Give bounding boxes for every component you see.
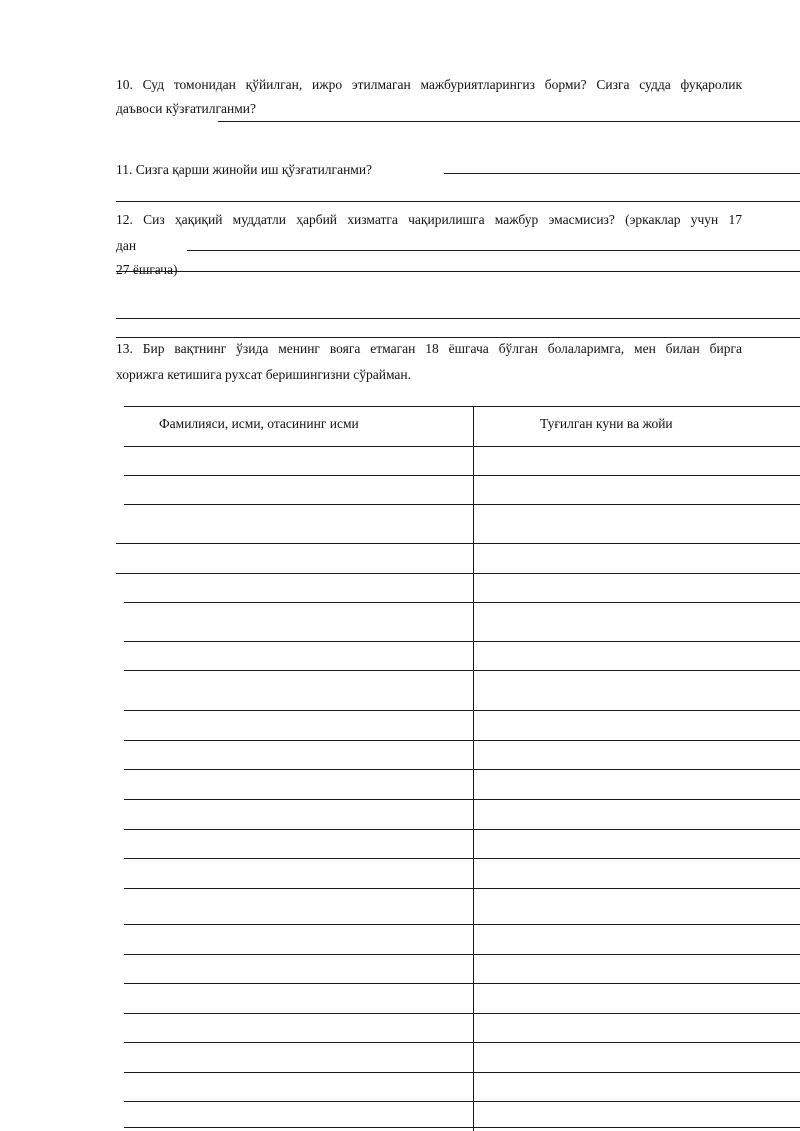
table-cell-full-name[interactable] — [124, 446, 473, 476]
table-cell-birth-date-place[interactable] — [473, 889, 800, 925]
table-cell-birth-date-place[interactable] — [473, 830, 800, 859]
table-cell-full-name[interactable] — [124, 1043, 473, 1073]
table-cell-birth-date-place[interactable] — [473, 671, 800, 711]
table-cell-full-name[interactable] — [124, 800, 473, 830]
table-cell-birth-date-place[interactable] — [473, 642, 800, 671]
table-cell-birth-date-place[interactable] — [473, 770, 800, 800]
table-top-border — [124, 406, 800, 407]
question-10-line-2: даъвоси кўзғатилганми? — [116, 101, 256, 116]
table-cell-birth-date-place[interactable] — [473, 741, 800, 770]
table-cell-birth-date-place[interactable] — [473, 1014, 800, 1043]
table-cell-birth-date-place[interactable] — [473, 505, 800, 544]
question-12-line-3: 27 ёшгача) — [116, 262, 800, 278]
table-cell-birth-date-place[interactable] — [473, 925, 800, 955]
table-cell-full-name[interactable] — [124, 574, 473, 603]
table-cell-full-name[interactable] — [124, 984, 473, 1014]
question-10-line-1: 10. Суд томонидан қўйилган, ижро этилмаган мажбуриятларингиз борми? Сизга судда фуқаролик — [116, 77, 742, 92]
question-12-line-2: дан — [116, 238, 137, 253]
table-cell-birth-date-place[interactable] — [473, 476, 800, 505]
table-cell-full-name[interactable] — [116, 544, 473, 574]
table-cell-full-name[interactable] — [124, 859, 473, 889]
table-cell-birth-date-place[interactable] — [473, 984, 800, 1014]
table-cell-full-name[interactable] — [124, 671, 473, 711]
table-cell-full-name[interactable] — [124, 603, 473, 642]
question-11-text: 11. Сизга қарши жинойи иш қўзғатилганми? — [116, 162, 373, 177]
table-cell-full-name[interactable] — [124, 955, 473, 984]
table-cell-birth-date-place[interactable] — [473, 711, 800, 741]
table-cell-full-name[interactable] — [124, 1014, 473, 1043]
table-cell-full-name[interactable] — [124, 889, 473, 925]
table-cell-full-name[interactable] — [124, 830, 473, 859]
question-12-line-1: 12. Сиз ҳақиқий муддатли ҳарбий хизматга чақирилишга мажбур эмасмисиз? (эркаклар учун 17 — [116, 212, 742, 227]
table-cell-birth-date-place[interactable] — [473, 955, 800, 984]
table-cell-birth-date-place[interactable] — [473, 1102, 800, 1128]
table-cell-birth-date-place[interactable] — [473, 1043, 800, 1073]
table-cell-full-name[interactable] — [124, 711, 473, 741]
table-cell-birth-date-place[interactable] — [473, 603, 800, 642]
table-cell-birth-date-place[interactable] — [473, 859, 800, 889]
table-cell-full-name[interactable] — [124, 476, 473, 505]
table-cell-birth-date-place[interactable] — [473, 574, 800, 603]
table-cell-birth-date-place[interactable] — [473, 1073, 800, 1102]
table-cell-full-name[interactable] — [124, 770, 473, 800]
column-header-birth-date-place: Туғилган куни ва жойи — [540, 416, 673, 431]
question-13-line-2: хорижга кетишига рухсат беришингизни сўрайман. — [116, 367, 411, 382]
table-cell-full-name[interactable] — [124, 1102, 473, 1128]
table-cell-birth-date-place[interactable] — [473, 544, 800, 574]
table-cell-birth-date-place[interactable] — [473, 800, 800, 830]
table-cell-full-name[interactable] — [116, 505, 473, 544]
question-13-line-1: 13. Бир вақтнинг ўзида менинг воягa етмаган 18 ёшгача бўлган болаларимга, мен билан бирга — [116, 341, 742, 356]
table-cell-birth-date-place[interactable] — [473, 446, 800, 476]
table-cell-full-name[interactable] — [124, 1073, 473, 1102]
table-cell-full-name[interactable] — [124, 925, 473, 955]
table-cell-full-name[interactable] — [124, 741, 473, 770]
table-cell-full-name[interactable] — [124, 642, 473, 671]
column-header-full-name: Фамилияси, исми, отасининг исми — [159, 416, 359, 431]
